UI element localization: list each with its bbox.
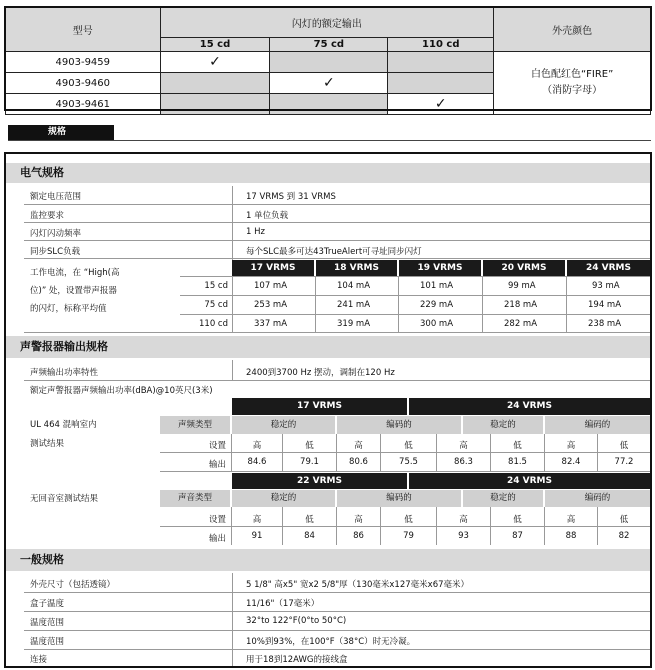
sound-type-label: 声音类型: [160, 490, 230, 507]
voltage-header: 22 VRMS: [232, 473, 407, 489]
spec-label: 额定电压范围: [30, 192, 82, 202]
voltage-header: 17 VRMS: [232, 398, 407, 415]
high-label: 高: [354, 515, 363, 525]
current-value: 337 mA: [254, 319, 288, 329]
current-value: 282 mA: [504, 319, 538, 329]
header-15cd: 15 cd: [160, 38, 270, 52]
spec-label: 盒子温度: [30, 599, 65, 609]
steady-label: 稳定的: [463, 490, 543, 507]
current-value: 229 mA: [420, 300, 454, 310]
high-label: 高: [459, 441, 468, 451]
dba-value: 86: [353, 531, 364, 541]
current-value: 241 mA: [337, 300, 371, 310]
cd-label: 110 cd: [199, 319, 228, 329]
low-label: 低: [513, 441, 522, 451]
current-label: 位)” 处，设置带声报器: [30, 286, 117, 296]
voltage-header: 20 VRMS: [483, 260, 565, 276]
current-value: 253 mA: [254, 300, 288, 310]
header-110cd: 110 cd: [388, 38, 494, 52]
header-housing-color: 外壳颜色: [494, 8, 651, 52]
current-label: 的闪灯，标称平均值: [30, 304, 107, 314]
spec-value: 2400到3700 Hz 摆动，调制在120 Hz: [246, 368, 395, 378]
steady-label: 稳定的: [463, 416, 543, 434]
spec-value: 1 Hz: [246, 227, 265, 237]
coded-label: 编码的: [545, 416, 650, 434]
spec-value: 10%到93%，在100°F（38°C）时无冷凝。: [246, 637, 416, 647]
header-strobe-output: 闪灯的额定输出: [160, 8, 494, 38]
section-horn: 声警报器输出规格: [6, 336, 650, 358]
tone-type-label: 声频类型: [160, 416, 230, 434]
dba-value: 93: [458, 531, 469, 541]
check-icon: ✓: [270, 73, 388, 94]
low-label: 低: [305, 515, 314, 525]
dba-value: 77.2: [614, 457, 634, 467]
high-label: 高: [354, 441, 363, 451]
dba-value: 82.4: [561, 457, 581, 467]
ul-test-label: UL 464 混响室内: [30, 420, 97, 430]
current-value: 99 mA: [508, 281, 536, 291]
spec-label: 温度范围: [30, 618, 65, 628]
current-value: 300 mA: [420, 319, 454, 329]
low-label: 低: [404, 515, 413, 525]
check-icon: ✓: [388, 94, 494, 115]
cd-label: 75 cd: [204, 300, 228, 310]
coded-label: 编码的: [337, 490, 461, 507]
current-value: 93 mA: [592, 281, 620, 291]
spec-label: 同步SLC负载: [30, 247, 81, 257]
current-value: 107 mA: [254, 281, 288, 291]
section-electrical: 电气规格: [6, 163, 650, 183]
spec-label: 监控要求: [30, 211, 65, 221]
dba-value: 87: [512, 531, 523, 541]
current-value: 104 mA: [337, 281, 371, 291]
high-label: 高: [566, 441, 576, 451]
spec-section-tag: 规格: [8, 125, 114, 140]
spec-value: 32°to 122°F(0°to 50°C): [246, 616, 347, 626]
current-value: 238 mA: [588, 319, 622, 329]
spec-value: 5 1/8" 高x5" 宽x2 5/8"厚（130毫米x127毫米x67毫米）: [246, 580, 470, 590]
steady-label: 稳定的: [232, 490, 335, 507]
voltage-header: 18 VRMS: [316, 260, 397, 276]
current-value: 319 mA: [337, 319, 371, 329]
spec-value: 17 VRMS 到 31 VRMS: [246, 192, 336, 202]
model-number: 4903-9461: [6, 94, 161, 115]
low-label: 低: [619, 515, 629, 525]
dba-value: 84: [304, 531, 315, 541]
low-label: 低: [513, 515, 522, 525]
dba-value: 91: [251, 531, 263, 541]
spec-value: 11/16"（17毫米）: [246, 599, 320, 609]
high-label: 高: [252, 515, 262, 525]
dba-value: 79: [403, 531, 414, 541]
spec-value: 用于18到12AWG的接线盒: [246, 655, 348, 665]
anechoic-test-label: 无回音室测试结果: [30, 494, 99, 504]
high-label: 高: [566, 515, 576, 525]
low-label: 低: [305, 441, 314, 451]
current-value: 101 mA: [420, 281, 454, 291]
cd-label: 15 cd: [204, 281, 228, 291]
spec-value: 每个SLC最多可达43TrueAlert可寻址同步闪灯: [246, 247, 422, 257]
high-label: 高: [459, 515, 468, 525]
section-general: 一般规格: [6, 549, 650, 571]
spec-label: 声频输出功率特性: [30, 368, 99, 378]
low-label: 低: [404, 441, 413, 451]
check-icon: ✓: [160, 52, 270, 73]
dba-value: 84.6: [247, 457, 267, 467]
voltage-header: 24 VRMS: [409, 473, 650, 489]
model-number: 4903-9460: [6, 73, 161, 94]
voltage-header: 17 VRMS: [232, 260, 314, 276]
coded-label: 编码的: [337, 416, 461, 434]
spec-label: 温度范围: [30, 637, 65, 647]
dba-value: 79.1: [300, 457, 319, 467]
low-label: 低: [619, 441, 629, 451]
db-label: 额定声警报器声频输出功率(dBA)@10英尺(3米): [30, 386, 213, 396]
voltage-header: 24 VRMS: [409, 398, 650, 415]
header-model: 型号: [6, 8, 161, 52]
voltage-header: 24 VRMS: [567, 260, 650, 276]
high-label: 高: [252, 441, 262, 451]
dba-value: 82: [618, 531, 630, 541]
ul-test-label: 测试结果: [30, 439, 65, 449]
dba-value: 75.5: [399, 457, 418, 467]
output-label: 输出: [208, 460, 226, 470]
spec-value: 1 单位负载: [246, 211, 289, 221]
current-value: 194 mA: [588, 300, 622, 310]
dba-value: 80.6: [349, 457, 368, 467]
setting-label: 设置: [208, 515, 226, 525]
current-value: 218 mA: [504, 300, 538, 310]
dba-value: 86.3: [454, 457, 473, 467]
housing-color-value: 白色配红色“FIRE” （消防字母）: [494, 52, 651, 115]
model-table: [5, 7, 651, 115]
output-label: 输出: [208, 534, 226, 544]
spec-label: 闪灯闪动频率: [30, 229, 82, 239]
dba-value: 81.5: [508, 457, 527, 467]
spec-label: 外壳尺寸（包括透镜）: [30, 580, 116, 590]
voltage-header: 19 VRMS: [399, 260, 481, 276]
coded-label: 编码的: [545, 490, 650, 507]
spec-label: 连接: [30, 655, 48, 665]
setting-label: 设置: [208, 441, 226, 451]
current-label: 工作电流，在 “High(高: [30, 268, 120, 278]
header-75cd: 75 cd: [270, 38, 388, 52]
model-number: 4903-9459: [6, 52, 161, 73]
steady-label: 稳定的: [232, 416, 335, 434]
dba-value: 88: [565, 531, 577, 541]
